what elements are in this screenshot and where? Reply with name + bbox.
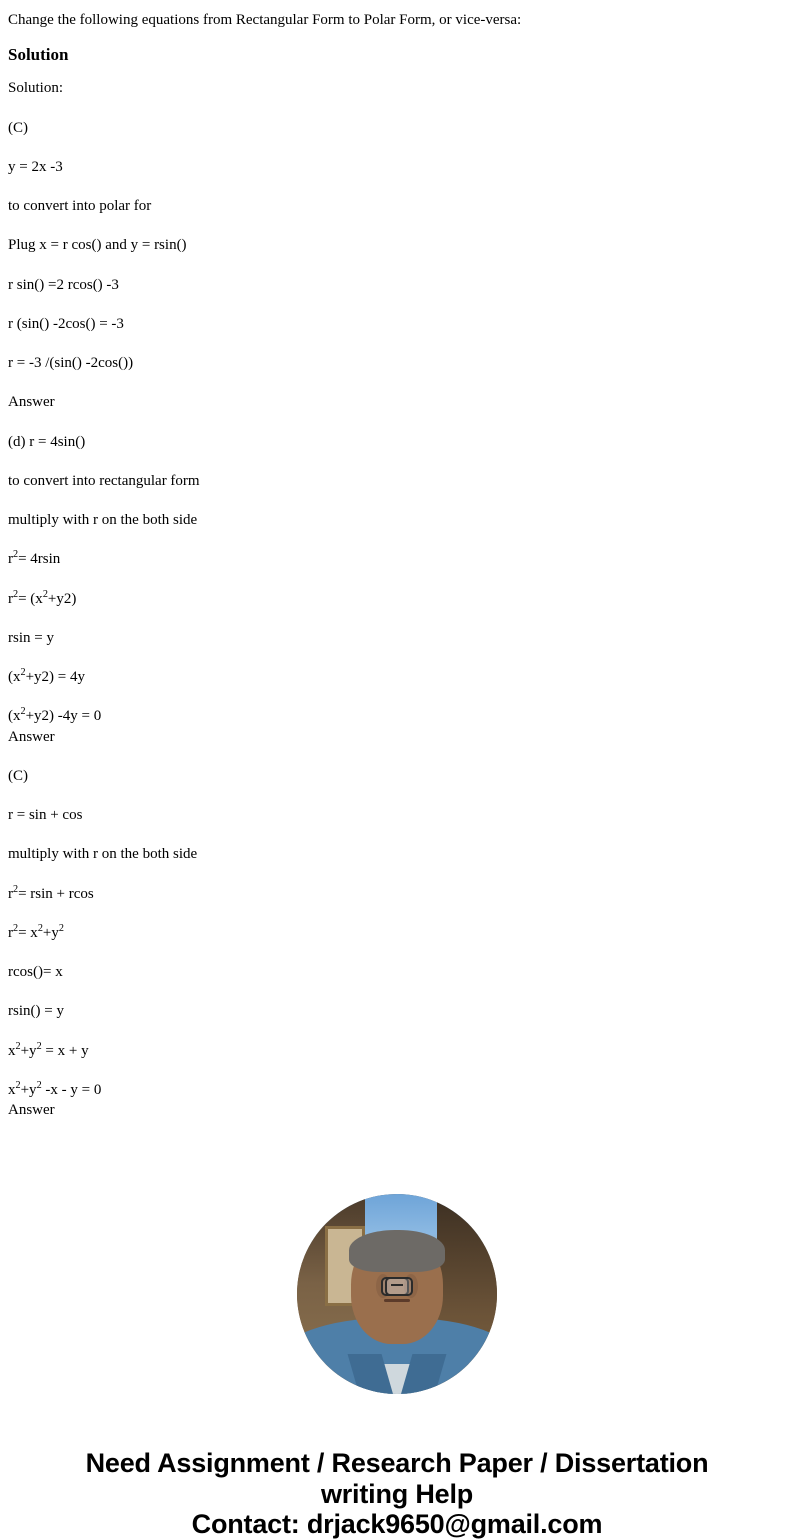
solution-line: r sin() =2 rcos() -3 <box>8 276 119 293</box>
equation-line <box>8 1041 786 1061</box>
solution-heading: Solution <box>8 45 69 65</box>
eq-mid: +y <box>20 1081 37 1098</box>
avatar-hair <box>349 1230 445 1272</box>
eq-base: r <box>8 551 13 568</box>
solution-line: (C) <box>8 767 28 784</box>
eq-base: (x <box>8 708 21 725</box>
eq-rest: +y2) = 4y <box>25 669 86 686</box>
eq-rest: -x - y = 0 <box>41 1081 102 1098</box>
avatar <box>297 1194 497 1394</box>
eq-exponent: 2 <box>15 1079 21 1091</box>
eq-rest: = rsin + rcos <box>18 885 94 902</box>
equation-line <box>8 923 786 943</box>
eq-exponent: 2 <box>58 922 64 934</box>
footer-line-1: Need Assignment / Research Paper / Dissertation <box>85 1448 709 1479</box>
eq-exponent: 2 <box>13 549 19 561</box>
avatar-glasses-bridge <box>391 1284 403 1286</box>
equation-line <box>8 589 786 609</box>
eq-base: r <box>8 590 13 607</box>
solution-line: r (sin() -2cos() = -3 <box>8 315 124 332</box>
equation-line <box>8 1080 786 1100</box>
solution-line: multiply with r on the both side <box>8 846 198 863</box>
solution-line: Solution: <box>8 80 64 97</box>
eq-exponent: 2 <box>37 922 43 934</box>
solution-line: r = sin + cos <box>8 807 83 824</box>
eq-base: x <box>8 1042 16 1059</box>
avatar-glasses-right-lens <box>385 1277 413 1296</box>
eq-exponent: 2 <box>20 706 26 718</box>
eq-rest: = 4rsin <box>18 551 61 568</box>
eq-mid: = (x <box>18 590 43 607</box>
avatar-container <box>8 1194 786 1394</box>
equation-line <box>8 549 786 569</box>
eq-base: x <box>8 1081 16 1098</box>
prompt-text: Change the following equations from Rectangular Form to Polar Form, or vice-versa: <box>8 12 522 28</box>
eq-exponent: 2 <box>13 883 19 895</box>
eq-base: r <box>8 924 13 941</box>
equation-line <box>8 884 786 904</box>
solution-line: (C) <box>8 119 28 136</box>
solution-line: y = 2x -3 <box>8 158 63 175</box>
avatar-mouth <box>384 1299 410 1302</box>
solution-line: rsin = y <box>8 629 54 646</box>
avatar-collar-right <box>398 1354 447 1394</box>
solution-line: to convert into polar for <box>8 198 152 215</box>
answer-label: Answer <box>8 728 55 745</box>
eq-mid: = x <box>18 924 38 941</box>
eq-exponent: 2 <box>36 1079 42 1091</box>
eq-exponent: 2 <box>42 588 48 600</box>
eq-mid: +y <box>20 1042 37 1059</box>
eq-exponent: 2 <box>13 922 19 934</box>
eq-base: (x <box>8 669 21 686</box>
solution-line: to convert into rectangular form <box>8 472 200 489</box>
answer-label: Answer <box>8 1102 55 1119</box>
solution-line: rcos()= x <box>8 964 63 981</box>
eq-rest: +y2) -4y = 0 <box>25 708 102 725</box>
eq-exponent: 2 <box>36 1040 42 1052</box>
solution-line: r = -3 /(sin() -2cos()) <box>8 355 134 372</box>
footer-line-2: writing Help <box>320 1478 474 1509</box>
footer-contact: Contact: drjack9650@gmail.com <box>191 1508 603 1539</box>
footer <box>8 1448 786 1539</box>
solution-line: (d) r = 4sin() <box>8 433 86 450</box>
equation-line <box>8 706 786 726</box>
equation-line <box>8 667 786 687</box>
solution-line: multiply with r on the both side <box>8 512 198 529</box>
solution-line: Plug x = r cos() and y = rsin() <box>8 237 187 254</box>
eq-exponent: 2 <box>13 588 19 600</box>
solution-line: rsin() = y <box>8 1003 64 1020</box>
solution-line: Answer <box>8 394 55 411</box>
eq-base: r <box>8 885 13 902</box>
eq-mid2: +y <box>42 924 59 941</box>
eq-exponent: 2 <box>15 1040 21 1052</box>
eq-exponent: 2 <box>20 667 26 679</box>
eq-rest: = x + y <box>41 1042 89 1059</box>
eq-rest: +y2) <box>47 590 77 607</box>
